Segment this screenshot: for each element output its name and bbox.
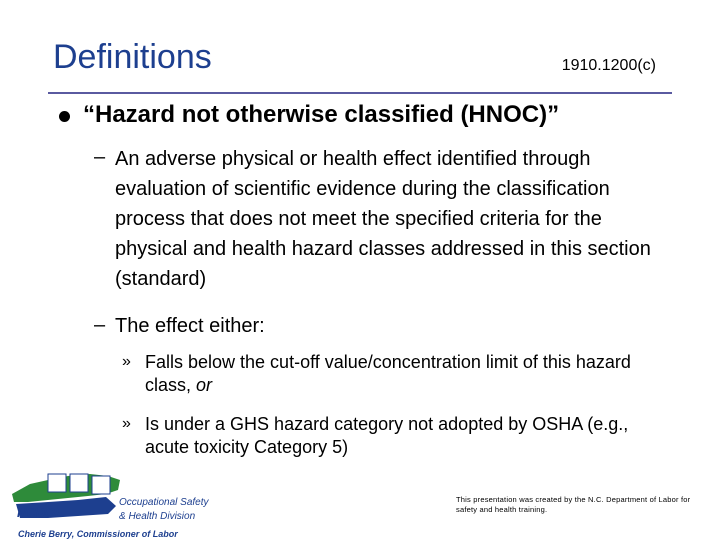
slide-title: Definitions (53, 38, 212, 76)
raquo-marker: » (122, 353, 131, 370)
effect-either-text: The effect either: (115, 315, 265, 337)
standard-reference: 1910.1200(c) (561, 57, 656, 74)
raquo-marker: » (122, 415, 131, 432)
footer-note: This presentation was created by the N.C. Department of Labor for safety and health training. (456, 495, 691, 514)
bullet-heading: “Hazard not otherwise classified (HNOC)” (83, 101, 560, 128)
condition-text: Falls below the cut-off value/concentration limit of this hazard class, (145, 352, 631, 395)
condition-item: Is under a GHS hazard category not adopted by OSHA (e.g., acute toxicity Category 5) (145, 414, 629, 457)
logo-division-line2: & Health Division (119, 511, 196, 522)
logo-caption: Cherie Berry, Commissioner of Labor (18, 529, 178, 539)
logo-acronym: NCDOL (17, 505, 64, 520)
dash-marker: – (94, 314, 106, 336)
condition-item (145, 351, 665, 397)
dash-marker: – (94, 146, 106, 168)
bullet-dot-icon (59, 111, 70, 122)
title-divider (48, 92, 672, 94)
definition-text: An adverse physical or health effect identified through evaluation of scientific evidence during the classification process that does not meet the specified criteria for the physical and health hazard classes addressed in this section (standard) (115, 148, 651, 290)
logo-division-line1: Occupational Safety (119, 497, 209, 508)
condition-emphasis: or (196, 375, 213, 395)
